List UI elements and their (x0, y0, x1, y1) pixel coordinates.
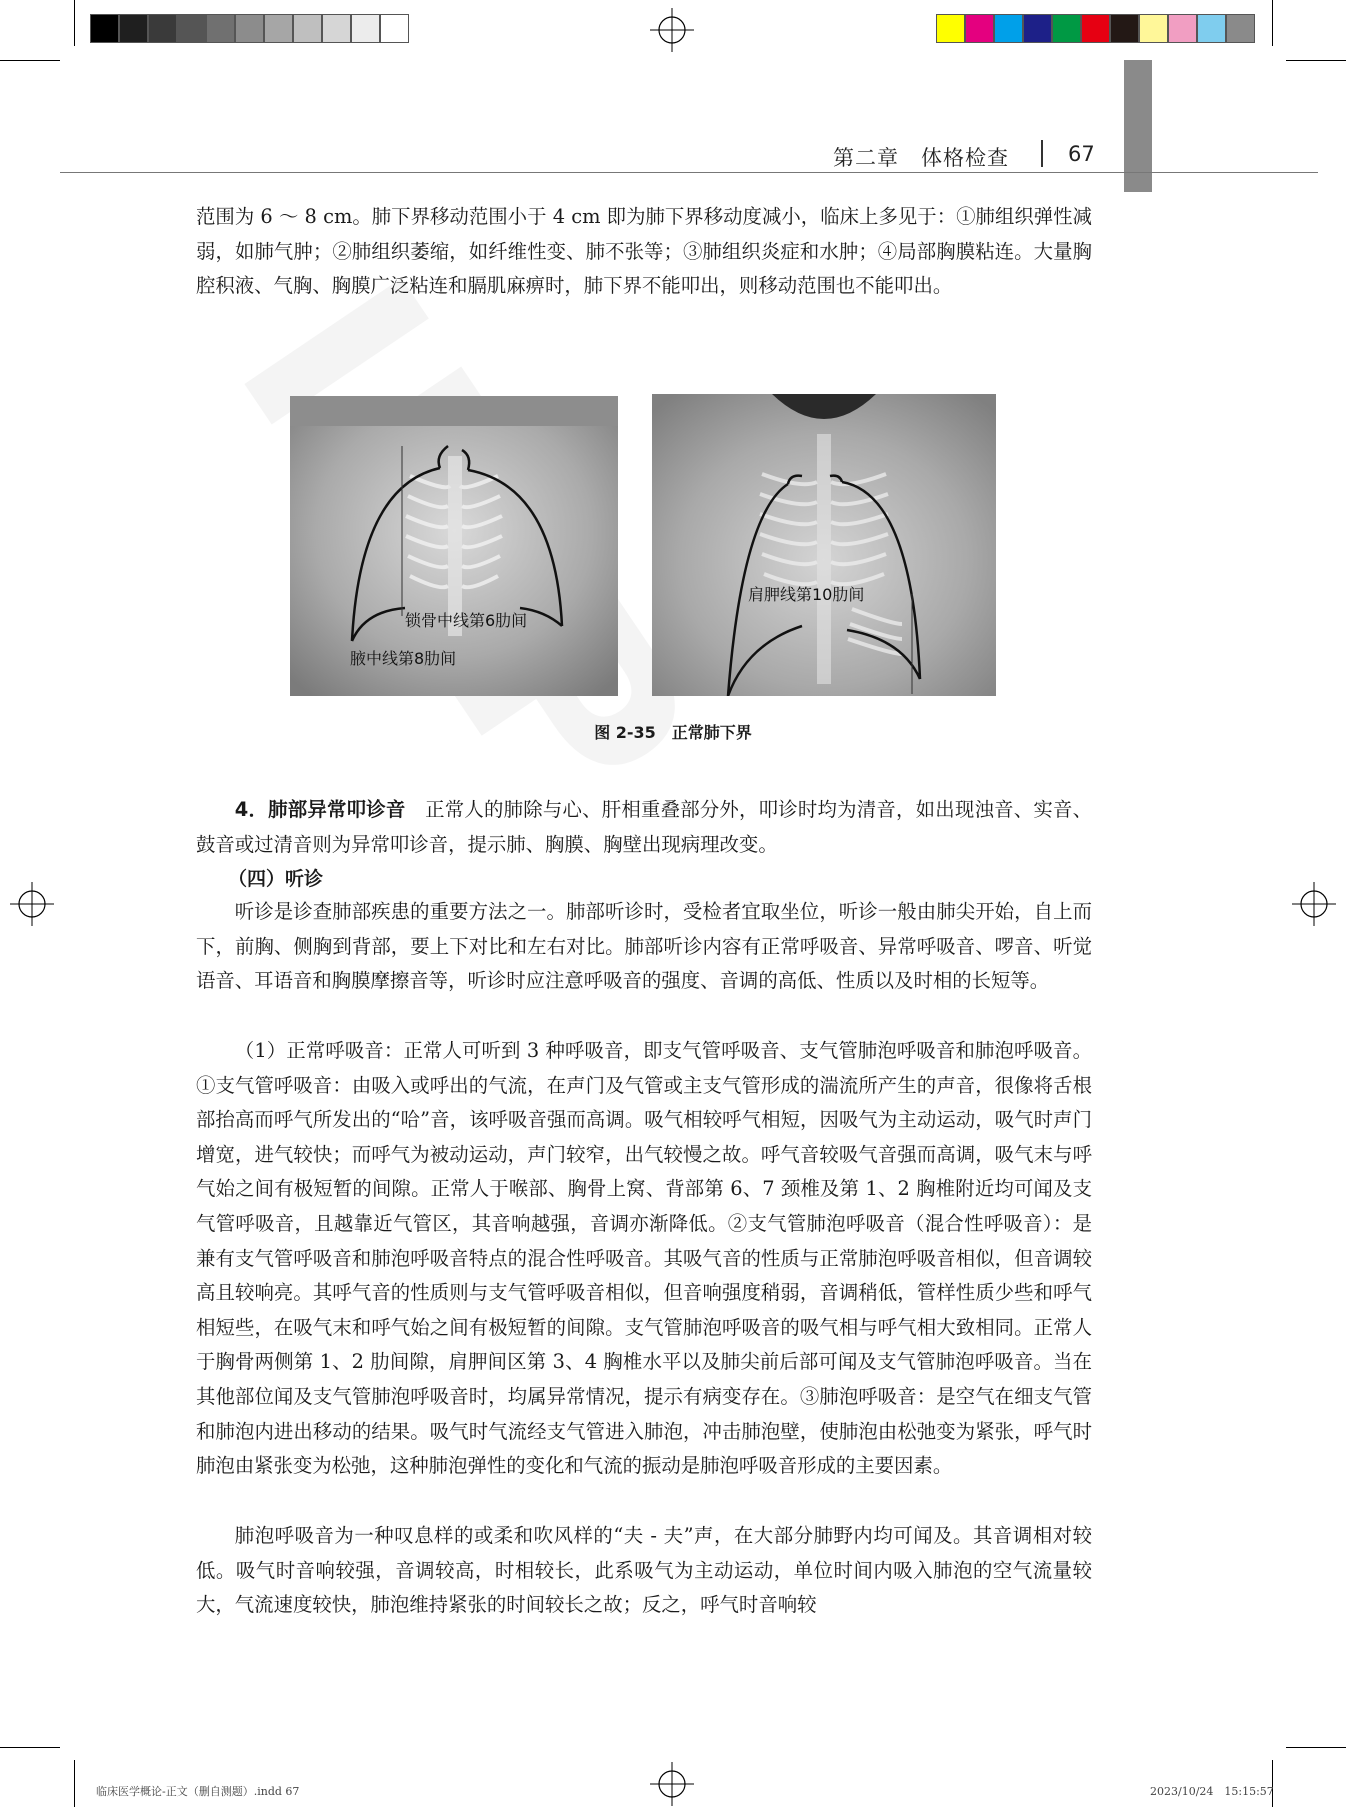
paragraph: 肺泡呼吸音为一种叹息样的或柔和吹风样的“夫 - 夫”声，在大部分肺野内均可闻及。其音调相对较低。吸气时音响较强，音调较高，时相较长，此系吸气为主动运动，单位时间内吸入肺泡的空气流量较大，气流速度较快，肺泡维持紧张的时间较长之故；反之，呼气时音响较 (196, 1524, 1092, 1617)
color-swatch (1052, 14, 1081, 43)
color-strip (936, 14, 1255, 43)
color-swatch (322, 14, 351, 43)
color-swatch (206, 14, 235, 43)
paragraph-lead: 4．肺部异常叩诊音 (234, 798, 406, 821)
color-swatch (119, 14, 148, 43)
xray-front-chest (290, 396, 618, 696)
figure-label-scapular: 肩胛线第10肋间 (748, 585, 865, 604)
crop-mark (74, 1760, 75, 1807)
footer-timestamp: 2023/10/24 15:15:57 (1150, 1785, 1274, 1798)
paragraph: （1）正常呼吸音：正常人可听到 3 种呼吸音，即支气管呼吸音、支气管肺泡呼吸音和肺泡呼吸音。①支气管呼吸音：由吸入或呼出的气流，在声门及气管或主支气管形成的湍流所产生的声音，很像将舌根部抬高而呼气所发出的“哈”音，该呼吸音强而高调。吸气相较呼气相短，因吸气为主动运动，吸气时声门增宽，进气较快；而呼气为被动运动，声门较窄，出气较慢之故。呼气音较吸气音强而高调，吸气末与呼气始之间有极短暂的间隙。正常人于喉部、胸骨上窝、背部第 6、7 颈椎及第 1、2 胸椎附近均可闻及支气管呼吸音，且越靠近气管区，其音响越强，音调亦渐降低。②支气管肺泡呼吸音（混合性呼吸音）：是兼有支气管呼吸音和肺泡呼吸音特点的混合性呼吸音。其吸气音的性质与正常肺泡呼吸音相似，但音调较高且较响亮。其呼气音的性质则与支气管呼吸音相似，但音响强度稍弱，音调稍低，管样性质少些和呼气相短些，在吸气末和呼气始之间有极短暂的间隙。支气管肺泡呼吸音的吸气相与呼气相大致相同。正常人于胸骨两侧第 1、2 肋间隙，肩胛间区第 3、4 胸椎水平以及肺尖前后部可闻及支气管肺泡呼吸音。当在其他部位闻及支气管肺泡呼吸音时，均属异常情况，提示有病变存在。③肺泡呼吸音：是空气在细支气管和肺泡内进出移动的结果。吸气时气流经支气管进入肺泡，冲击肺泡壁，使肺泡由松弛变为紧张，呼气时肺泡由紧张变为松弛，这种肺泡弹性的变化和气流的振动是肺泡呼吸音形成的主要因素。 (196, 1039, 1092, 1478)
paragraph (196, 793, 1092, 862)
color-swatch (994, 14, 1023, 43)
registration-mark-icon (650, 8, 694, 52)
header-rule (60, 172, 1318, 173)
color-swatch (965, 14, 994, 43)
paragraph: 听诊是诊查肺部疾患的重要方法之一。肺部听诊时，受检者宜取坐位，听诊一般由肺尖开始，自上而下，前胸、侧胸到背部，要上下对比和左右对比。肺部听诊内容有正常呼吸音、异常呼吸音、啰音、听觉语音、耳语音和胸膜摩擦音等，听诊时应注意呼吸音的强度、音调的高低、性质以及时相的长短等。 (196, 900, 1092, 993)
color-swatch (293, 14, 322, 43)
crop-mark (74, 0, 75, 46)
running-header-chapter: 第二章 体格检查 (833, 146, 1009, 170)
crop-mark (1286, 60, 1346, 61)
color-swatch (264, 14, 293, 43)
color-swatch (1081, 14, 1110, 43)
footer-filename: 临床医学概论-正文（删自测题）.indd 67 (96, 1785, 300, 1798)
color-swatch (936, 14, 965, 43)
color-swatch (1197, 14, 1226, 43)
color-swatch (1139, 14, 1168, 43)
figure-label-midaxillary: 腋中线第8肋间 (350, 649, 457, 668)
color-swatch (1110, 14, 1139, 43)
paragraph: 范围为 6 ～ 8 cm。肺下界移动范围小于 4 cm 即为肺下界移动度减小，临床上多见于：①肺组织弹性减弱，如肺气肿；②肺组织萎缩，如纤维性变、肺不张等；③肺组织炎症和水肿；④局部胸膜粘连。大量胸腔积液、气胸、胸膜广泛粘连和膈肌麻痹时，肺下界不能叩出，则移动范围也不能叩出。 (196, 205, 1092, 298)
header-divider (1041, 140, 1043, 167)
color-swatch (90, 14, 119, 43)
xray-back-chest (652, 394, 996, 696)
color-swatch (1168, 14, 1197, 43)
crop-mark (0, 60, 60, 61)
back-chest-image (652, 394, 996, 696)
section-heading: （四）听诊 (228, 868, 324, 890)
color-swatch (148, 14, 177, 43)
page-number: 67 (1068, 142, 1095, 166)
registration-mark-icon (1292, 882, 1336, 926)
registration-mark-icon (10, 882, 54, 926)
color-swatch (351, 14, 380, 43)
crop-mark (1272, 0, 1273, 46)
color-swatch (235, 14, 264, 43)
grayscale-strip (90, 14, 409, 43)
color-swatch (177, 14, 206, 43)
crop-mark (1286, 1747, 1346, 1748)
figure-label-midclavicular: 锁骨中线第6肋间 (405, 611, 528, 630)
color-swatch (1023, 14, 1052, 43)
figure-caption: 图 2-35 正常肺下界 (594, 723, 752, 742)
color-swatch (380, 14, 409, 43)
registration-mark-icon (650, 1762, 694, 1806)
color-swatch (1226, 14, 1255, 43)
crop-mark (0, 1747, 60, 1748)
paragraph-text: 正常人的肺除与心、肝相重叠部分外，叩诊时均为清音，如出现浊音、实音、鼓音或过清音则为异常叩诊音，提示肺、胸膜、胸壁出现病理改变。 (196, 798, 1093, 856)
